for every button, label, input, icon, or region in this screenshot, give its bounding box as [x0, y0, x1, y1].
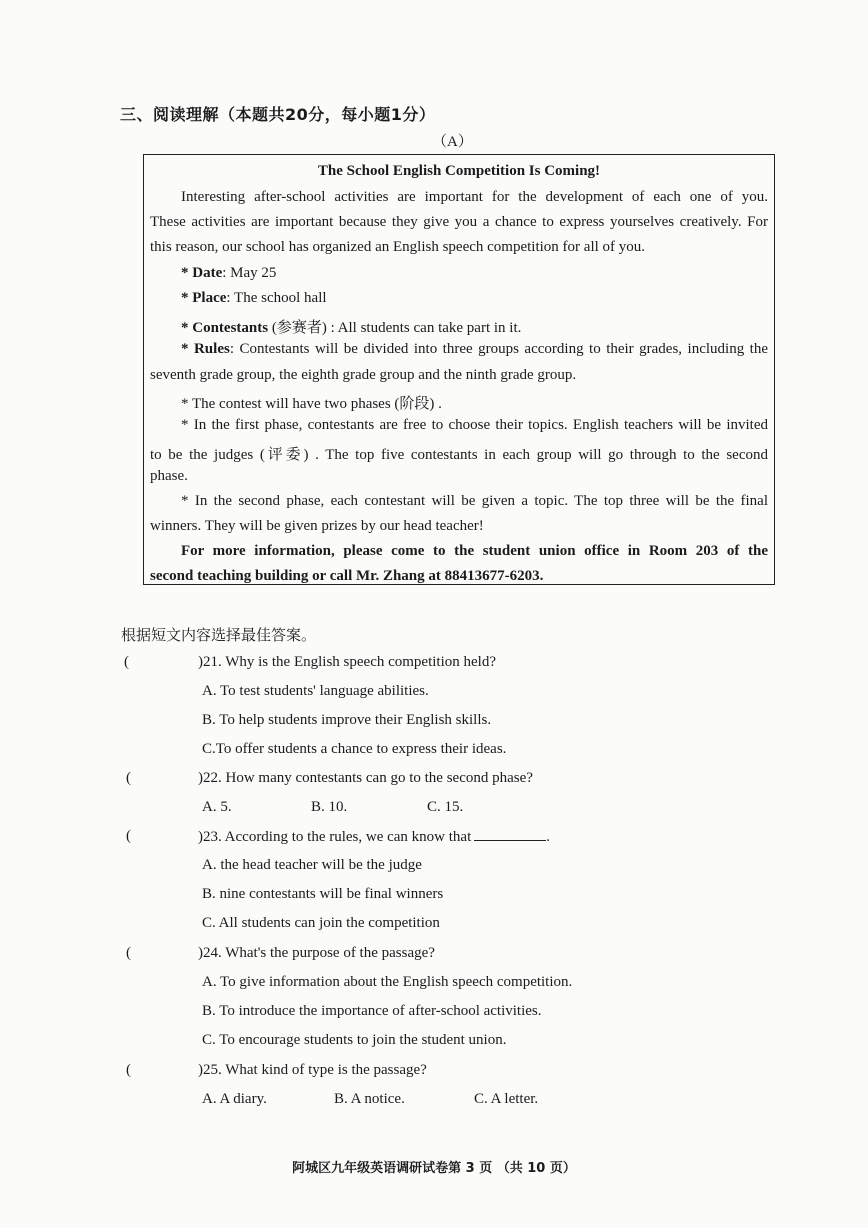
rules-value: : Contestants will be divided into three groups according to their grades, including the: [229, 341, 768, 357]
place-value: : The school hall: [226, 290, 327, 306]
contestants-value: (参赛者) : All students can take part in it.: [268, 320, 522, 336]
date-label: * Date: [181, 265, 223, 281]
phases-line: * The contest will have two phases (阶段) .: [181, 396, 442, 412]
rules-line-2: seventh grade group, the eighth grade group and the ninth grade group.: [150, 367, 577, 383]
q21-option-b: B. To help students improve their English skills.: [202, 712, 492, 728]
first-phase-line-1: * In the first phase, contestants are free to choose their topics. English teachers will be invited: [181, 417, 768, 433]
second-phase-line-2: winners. They will be given prizes by our head teacher!: [150, 518, 484, 534]
intro-line-3: this reason, our school has organized an English speech competition for all of you.: [150, 239, 646, 255]
second-phase-line-1: * In the second phase, each contestant will be given a topic. The top three will be the final: [181, 493, 768, 509]
q25-option-b: B. A notice.: [334, 1091, 405, 1107]
rules-label: * Rules: [181, 341, 230, 357]
answer-paren-22[interactable]: (: [126, 770, 131, 786]
question-24: )24. What's the purpose of the passage?: [198, 945, 435, 961]
instruction: 根据短文内容选择最佳答案。: [121, 626, 317, 644]
q21-option-a: A. To test students' language abilities.: [202, 683, 429, 699]
contestants-label: * Contestants: [181, 320, 269, 336]
answer-blank: [474, 828, 546, 841]
q24-option-b: B. To introduce the importance of after-school activities.: [202, 1003, 542, 1019]
q21-option-c: C.To offer students a chance to express their ideas.: [202, 741, 507, 757]
rules-line-1: [181, 341, 768, 358]
date-value: : May 25: [222, 265, 277, 281]
question-23-stem: )23. According to the rules, we can know that: [198, 829, 472, 845]
q22-option-a: A. 5.: [202, 799, 232, 815]
q24-option-c: C. To encourage students to join the student union.: [202, 1032, 507, 1048]
answer-paren-21[interactable]: (: [124, 654, 129, 670]
q23-option-b: B. nine contestants will be final winners: [202, 886, 444, 902]
question-22: )22. How many contestants can go to the second phase?: [198, 770, 533, 786]
date-item: [181, 265, 276, 282]
page-footer: 阿城区九年级英语调研试卷第 3 页 （共 10 页）: [292, 1161, 576, 1176]
q22-option-c: C. 15.: [427, 799, 464, 815]
q25-option-a: A. A diary.: [202, 1091, 267, 1107]
intro-line-2: These activities are important because they give you a chance to express yourselves creatively. For: [150, 214, 768, 230]
question-25: )25. What kind of type is the passage?: [198, 1062, 427, 1078]
answer-paren-25[interactable]: (: [126, 1062, 131, 1078]
intro-line-1: Interesting after-school activities are important for the development of each one of you.: [181, 189, 768, 205]
answer-paren-23[interactable]: (: [126, 828, 131, 844]
section-title: 三、阅读理解（本题共20分，每小题1分）: [120, 105, 436, 124]
first-phase-line-2: to be the judges (评委) . The top five contestants in each group will go through to the second: [150, 447, 768, 463]
q25-option-c: C. A letter.: [474, 1091, 539, 1107]
more-info-line-2: second teaching building or call Mr. Zhang at 88413677-6203.: [150, 568, 544, 584]
more-info-line-1: For more information, please come to the student union office in Room 203 of the: [181, 543, 768, 559]
part-label: （A）: [432, 134, 473, 150]
answer-paren-24[interactable]: (: [126, 945, 131, 961]
notice-title: The School English Competition Is Coming!: [317, 163, 601, 179]
q23-option-c: C. All students can join the competition: [202, 915, 440, 931]
first-phase-line-3: phase.: [150, 468, 188, 484]
question-21: )21. Why is the English speech competition held?: [198, 654, 496, 670]
notice-box: [143, 154, 775, 585]
q23-option-a: A. the head teacher will be the judge: [202, 857, 422, 873]
q22-option-b: B. 10.: [311, 799, 348, 815]
q24-option-a: A. To give information about the English speech competition.: [202, 974, 573, 990]
question-23-end: .: [546, 829, 551, 845]
question-23: [198, 828, 550, 846]
place-item: [181, 290, 327, 307]
contestants-item: [181, 316, 521, 337]
place-label: * Place: [181, 290, 227, 306]
